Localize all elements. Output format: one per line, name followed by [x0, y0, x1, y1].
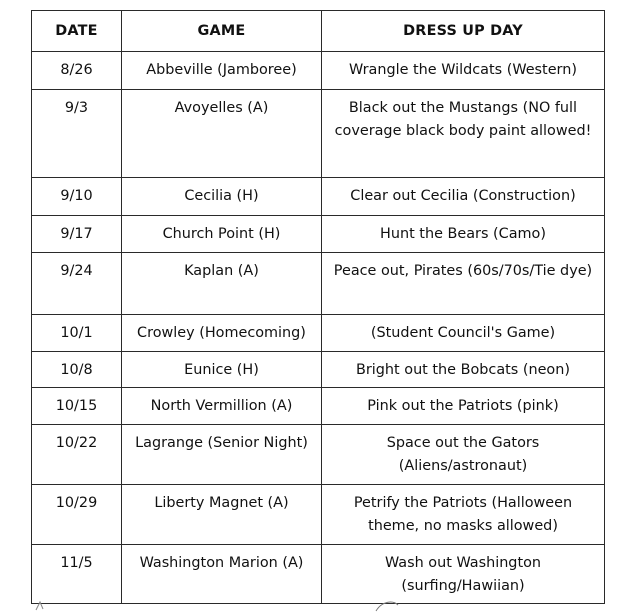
- date-cell: 9/24: [32, 253, 122, 315]
- table-row: [32, 352, 605, 388]
- date-cell: 11/5: [32, 545, 122, 604]
- table-row: [32, 253, 605, 315]
- game-cell: Church Point (H): [122, 216, 322, 253]
- game-cell: Avoyelles (A): [122, 90, 322, 178]
- date-cell: 9/17: [32, 216, 122, 253]
- table-row: [32, 90, 605, 178]
- table-row: [32, 485, 605, 545]
- date-cell: 8/26: [32, 52, 122, 90]
- date-cell: 10/15: [32, 388, 122, 425]
- date-cell: 9/10: [32, 178, 122, 216]
- dress-up-cell: Wrangle the Wildcats (Western): [322, 52, 605, 90]
- date-cell: 10/1: [32, 315, 122, 352]
- pen-mark-center: [376, 602, 398, 611]
- table-row: [32, 388, 605, 425]
- header-dress-up-day: DRESS UP DAY: [322, 11, 605, 52]
- dress-up-cell: Clear out Cecilia (Construction): [322, 178, 605, 216]
- table-row: [32, 315, 605, 352]
- game-cell: Kaplan (A): [122, 253, 322, 315]
- dress-up-cell: Hunt the Bears (Camo): [322, 216, 605, 253]
- dress-up-cell: (Student Council's Game): [322, 315, 605, 352]
- header-game: GAME: [122, 11, 322, 52]
- date-cell: 10/8: [32, 352, 122, 388]
- game-cell: Crowley (Homecoming): [122, 315, 322, 352]
- scan-edge-marks: [0, 596, 627, 612]
- table-row: [32, 178, 605, 216]
- table-row: [32, 52, 605, 90]
- game-cell: Washington Marion (A): [122, 545, 322, 604]
- dress-up-cell: Space out the Gators (Aliens/astronaut): [322, 425, 605, 485]
- dress-up-schedule-table: [31, 10, 605, 604]
- date-cell: 10/29: [32, 485, 122, 545]
- dress-up-cell: Black out the Mustangs (NO full coverage black body paint allowed!: [322, 90, 605, 178]
- table-row: [32, 545, 605, 604]
- pen-mark-left: [36, 602, 43, 610]
- dress-up-cell: Pink out the Patriots (pink): [322, 388, 605, 425]
- table-row: [32, 425, 605, 485]
- dress-up-cell: Wash out Washington (surfing/Hawiian): [322, 545, 605, 604]
- game-cell: Eunice (H): [122, 352, 322, 388]
- dress-up-cell: Peace out, Pirates (60s/70s/Tie dye): [322, 253, 605, 315]
- dress-up-cell: Bright out the Bobcats (neon): [322, 352, 605, 388]
- game-cell: Cecilia (H): [122, 178, 322, 216]
- dress-up-cell: Petrify the Patriots (Halloween theme, no masks allowed): [322, 485, 605, 545]
- game-cell: North Vermillion (A): [122, 388, 322, 425]
- game-cell: Abbeville (Jamboree): [122, 52, 322, 90]
- table-row: [32, 216, 605, 253]
- table-header-row: [32, 11, 605, 52]
- date-cell: 9/3: [32, 90, 122, 178]
- date-cell: 10/22: [32, 425, 122, 485]
- game-cell: Lagrange (Senior Night): [122, 425, 322, 485]
- game-cell: Liberty Magnet (A): [122, 485, 322, 545]
- header-date: DATE: [32, 11, 122, 52]
